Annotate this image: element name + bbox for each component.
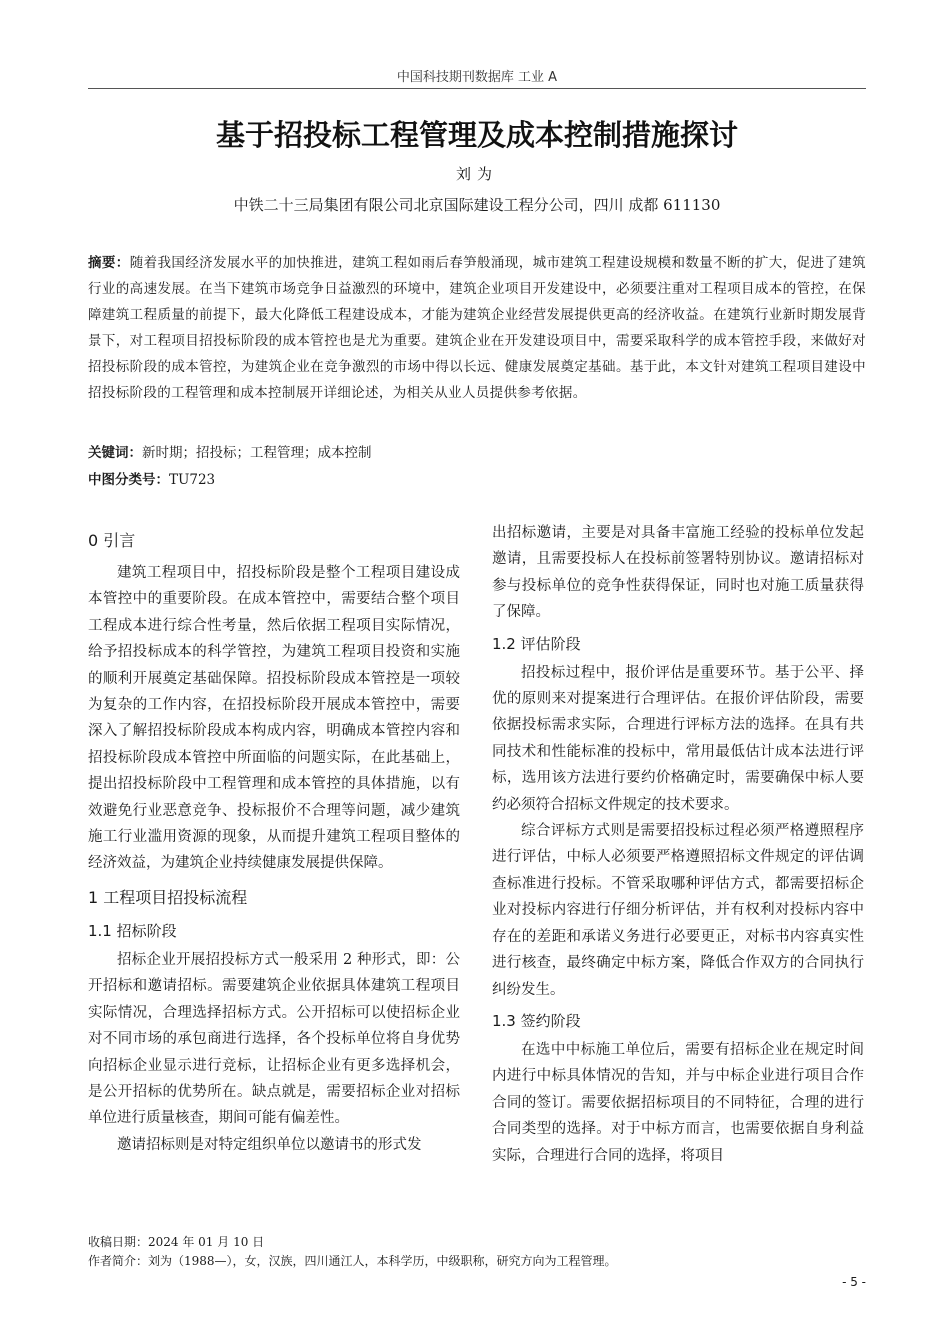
abstract-label: 摘要： (88, 255, 130, 271)
journal-header: 中国科技期刊数据库 工业 A (396, 70, 558, 85)
keywords (88, 440, 866, 466)
section-1-1-paragraph-1: 招标企业开展招投标方式一般采用 2 种形式，即：公开招标和邀请招标。需要建筑企业依据具体建筑工程项目实际情况，合理选择招标方式。公开招标可以使招标企业对不同市场的承包商进行选择，各个投标单位将自身优势向招标企业显示进行竞标，让招标企业有更多选择机会，是公开招标的优势所在。缺点就是，需要招标企业对招标单位进行质量核查，期间可能有偏差性。 (88, 951, 460, 1127)
section-1-1-heading: 1.1 招标阶段 (88, 921, 177, 940)
author-bio: 作者简介：刘为（1988—），女，汉族，四川通江人，本科学历，中级职称，研究方向为工程管理。 (88, 1254, 617, 1268)
section-1-2-paragraph-1: 招投标过程中，报价评估是重要环节。基于公平、择优的原则来对提案进行合理评估。在报价评估阶段，需要依据投标需求实际，合理进行评标方法的选择。在具有共同技术和性能标准的投标中，常用最低估计成本法进行评标，选用该方法进行要约价格确定时，需要确保中标人要约必须符合招标文件规定的技术要求。 (492, 664, 864, 813)
author-name: 刘为 (455, 165, 498, 183)
section-0-heading: 0 引言 (88, 531, 136, 550)
section-1-2-heading: 1.2 评估阶段 (492, 634, 581, 653)
classification-label: 中图分类号： (88, 472, 169, 488)
left-column (88, 520, 460, 1158)
keywords-label: 关键词： (88, 445, 142, 461)
section-1-heading: 1 工程项目招投标流程 (88, 887, 248, 907)
classification-code: TU723 (169, 472, 216, 488)
received-date: 收稿日期：2024 年 01 月 10 日 (88, 1235, 265, 1249)
page-number: - 5 - (842, 1275, 866, 1289)
section-1-3-heading: 1.3 签约阶段 (492, 1011, 581, 1030)
author-affiliation: 中铁二十三局集团有限公司北京国际建设工程分公司，四川 成都 611130 (233, 196, 721, 214)
classification (88, 467, 866, 493)
paper-title: 基于招投标工程管理及成本控制措施探讨 (215, 118, 738, 152)
section-1-3-paragraph-1: 在选中中标施工单位后，需要有招标企业在规定时间内进行中标具体情况的告知，并与中标企业进行项目合作合同的签订。需要依据招标项目的不同特征，合理的进行合同类型的选择。对于中标方而言，也需要依据自身利益实际，合理进行合同的选择，将项目 (492, 1041, 864, 1164)
right-column (492, 520, 864, 1169)
section-1-1-paragraph-2-continued: 出招标邀请，主要是对具备丰富施工经验的投标单位发起邀请，且需要投标人在投标前签署特别协议。邀请招标对参与投标单位的竞争性获得保证，同时也对施工质量获得了保障。 (492, 525, 864, 621)
keywords-text: 新时期；招投标；工程管理；成本控制 (142, 445, 372, 461)
abstract (88, 250, 866, 406)
section-1-1-paragraph-2: 邀请招标则是对特定组织单位以邀请书的形式发 (117, 1136, 422, 1153)
section-0-paragraph: 建筑工程项目中，招投标阶段是整个工程项目建设成本管控中的重要阶段。在成本管控中，需要结合整个项目工程成本进行综合性考量，然后依据工程项目实际情况，给予招投标成本的科学管控，为建筑工程项目投资和实施的顺利开展奠定基础保障。招投标阶段成本管控是一项较为复杂的工作内容，在招投标阶段开展成本管控中，需要深入了解招投标阶段成本构成内容，明确成本管控内容和招投标阶段成本管控中所面临的问题实际，在此基础上，提出招投标阶段中工程管理和成本管控的具体措施，以有效避免行业恶意竞争、投标报价不合理等问题，减少建筑施工行业滥用资源的现象，从而提升建筑工程项目整体的经济效益，为建筑企业持续健康发展提供保障。 (88, 565, 460, 872)
footnotes (88, 1233, 866, 1271)
header-rule (88, 88, 866, 89)
abstract-text: 随着我国经济发展水平的加快推进，建筑工程如雨后春笋般涌现，城市建筑工程建设规模和数量不断的扩大，促进了建筑行业的高速发展。在当下建筑市场竞争日益激烈的环境中，建筑企业项目开发建设中，必须要注重对工程项目成本的管控，在保障建筑工程质量的前提下，最大化降低工程建设成本，才能为建筑企业经营发展提供更高的经济收益。在建筑行业新时期发展背景下，对工程项目招投标阶段的成本管控也是尤为重要。建筑企业在开发建设项目中，需要采取科学的成本管控手段，来做好对招投标阶段的成本管控，为建筑企业在竞争激烈的市场中得以长远、健康发展奠定基础。基于此，本文针对建筑工程项目建设中招投标阶段的工程管理和成本控制展开详细论述，为相关从业人员提供参考依据。 (88, 255, 866, 401)
section-1-2-paragraph-2: 综合评标方式则是需要招投标过程必须严格遵照程序进行评估，中标人必须要严格遵照招标文件规定的评估调查标准进行投标。不管采取哪种评估方式，都需要招标企业对投标内容进行仔细分析评估，并有权利对投标内容中存在的差距和承诺义务进行必要更正，对标书内容真实性进行核查，最终确定中标方案，降低合作双方的合同执行纠纷发生。 (492, 823, 864, 998)
